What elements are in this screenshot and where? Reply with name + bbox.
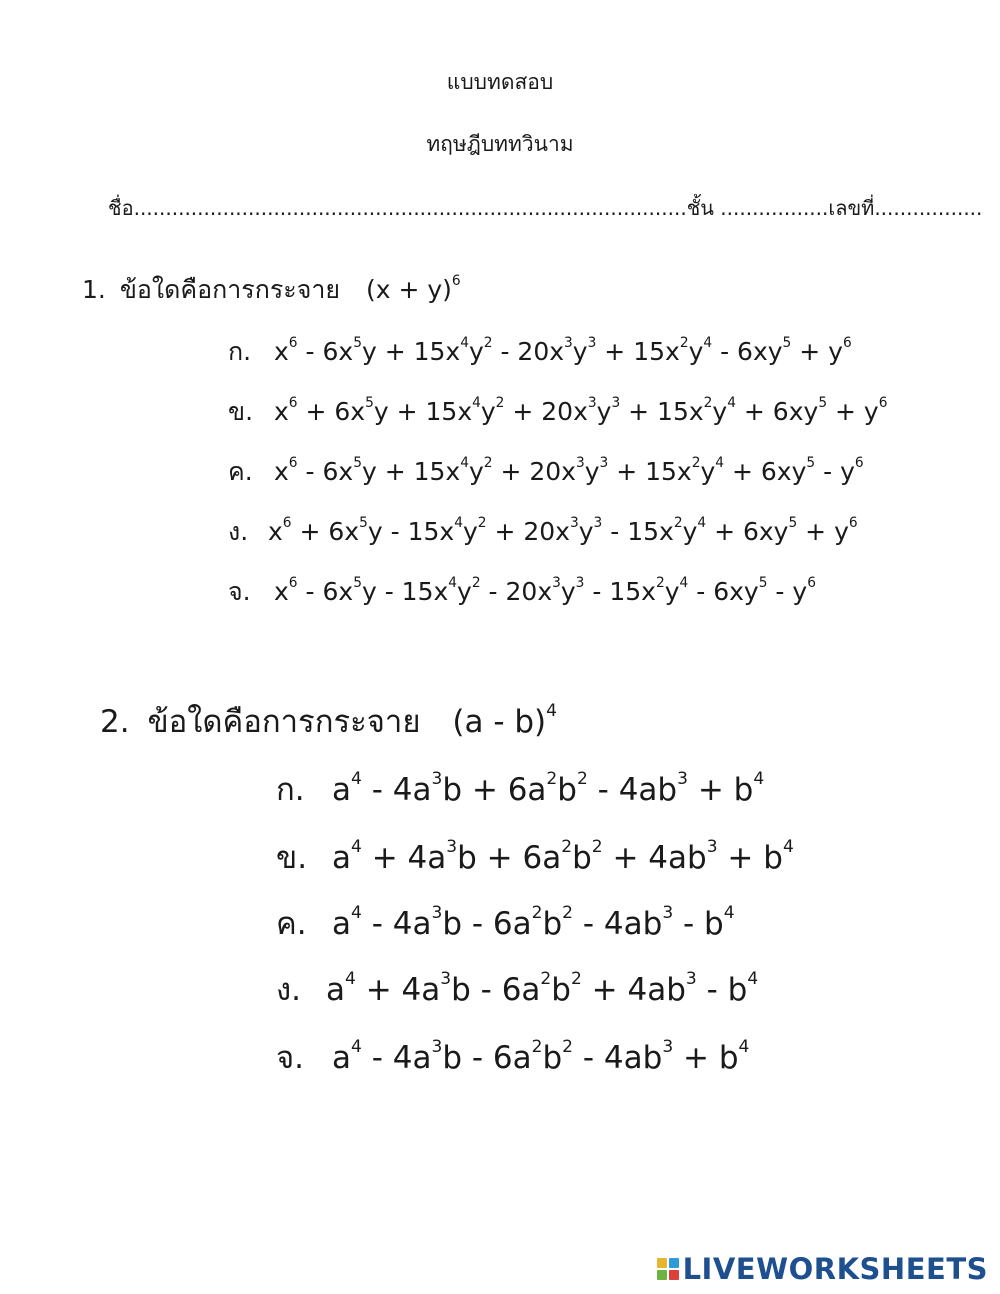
- choice-expression: $a^4 - 4a^3b + 6a^2b^2 - 4ab^3 + b^4$: [332, 768, 765, 808]
- choice-expression: $x^6 + 6x^5y + 15x^4y^2 + 20x^3y^3 + 15x^2y^4 + 6xy^5 + y^6$: [274, 394, 888, 426]
- choice-marker: จ.: [276, 1040, 305, 1076]
- liveworksheets-logo: [657, 1252, 988, 1286]
- question-expression: (a - b)$^4$: [452, 700, 557, 740]
- choice-2-e[interactable]: [276, 1032, 749, 1082]
- choice-expression: $x^6 - 6x^5y + 15x^4y^2 + 20x^3y^3 + 15x^2y^4 + 6xy^5 - y^6$: [274, 454, 864, 486]
- choice-1-e[interactable]: [228, 572, 816, 612]
- name-field[interactable]: ชื่อ.......................................................................................: [108, 196, 687, 220]
- choice-marker: ค.: [276, 906, 307, 942]
- logo-tile: [657, 1258, 667, 1268]
- page-subtitle: ทฤษฎีบททวินาม: [426, 132, 574, 156]
- choice-marker: ข.: [228, 397, 254, 426]
- class-field[interactable]: ชั้น .................: [686, 196, 829, 220]
- choice-expression: $a^4 - 4a^3b - 6a^2b^2 - 4ab^3 + b^4$: [332, 1036, 750, 1076]
- choice-expression: $a^4 - 4a^3b - 6a^2b^2 - 4ab^3 - b^4$: [332, 902, 735, 942]
- question-1-heading: [82, 270, 461, 310]
- choice-1-c[interactable]: [228, 452, 864, 492]
- choice-2-b[interactable]: [276, 832, 794, 882]
- choice-expression: $a^4 + 4a^3b - 6a^2b^2 + 4ab^3 - b^4$: [326, 968, 759, 1008]
- logo-text: LIVEWORKSHEETS: [682, 1252, 988, 1286]
- choice-marker: ง.: [276, 972, 301, 1008]
- choice-1-a[interactable]: [228, 332, 852, 372]
- logo-tile: [657, 1270, 667, 1280]
- student-info-line: [108, 192, 982, 224]
- question-2-heading: [100, 696, 557, 746]
- logo-tile: [669, 1270, 679, 1280]
- choice-expression: $a^4 + 4a^3b + 6a^2b^2 + 4ab^3 + b^4$: [332, 836, 794, 876]
- choice-marker: ง.: [228, 517, 249, 546]
- choice-1-b[interactable]: [228, 392, 887, 432]
- choice-expression: $x^6 - 6x^5y - 15x^4y^2 - 20x^3y^3 - 15x^2y^4 - 6xy^5 - y^6$: [274, 574, 816, 606]
- choice-2-c[interactable]: [276, 898, 735, 948]
- choice-2-d[interactable]: [276, 964, 758, 1014]
- logo-tiles-icon: [657, 1258, 679, 1280]
- choice-marker: จ.: [228, 577, 251, 606]
- choice-2-a[interactable]: [276, 764, 764, 814]
- question-number: 2.: [100, 704, 130, 740]
- choice-marker: ก.: [276, 772, 305, 808]
- choice-marker: ข.: [276, 840, 308, 876]
- choice-marker: ค.: [228, 457, 253, 486]
- question-expression: $(x + y)^6$: [365, 272, 461, 304]
- choice-1-d[interactable]: [228, 512, 858, 552]
- choice-expression: $x^6 + 6x^5y - 15x^4y^2 + 20x^3y^3 - 15x^2y^4 + 6xy^5 + y^6$: [268, 514, 858, 546]
- question-prompt: ข้อใดคือการกระจาย: [147, 704, 421, 740]
- question-prompt: ข้อใดคือการกระจาย: [119, 275, 341, 304]
- logo-tile: [669, 1258, 679, 1268]
- choice-expression: $x^6 - 6x^5y + 15x^4y^2 - 20x^3y^3 + 15x^2y^4 - 6xy^5 + y^6$: [274, 334, 852, 366]
- page-title: แบบทดสอบ: [446, 70, 554, 94]
- question-number: 1.: [82, 275, 106, 304]
- choice-marker: ก.: [228, 337, 252, 366]
- number-field[interactable]: เลขที่.................: [828, 196, 983, 220]
